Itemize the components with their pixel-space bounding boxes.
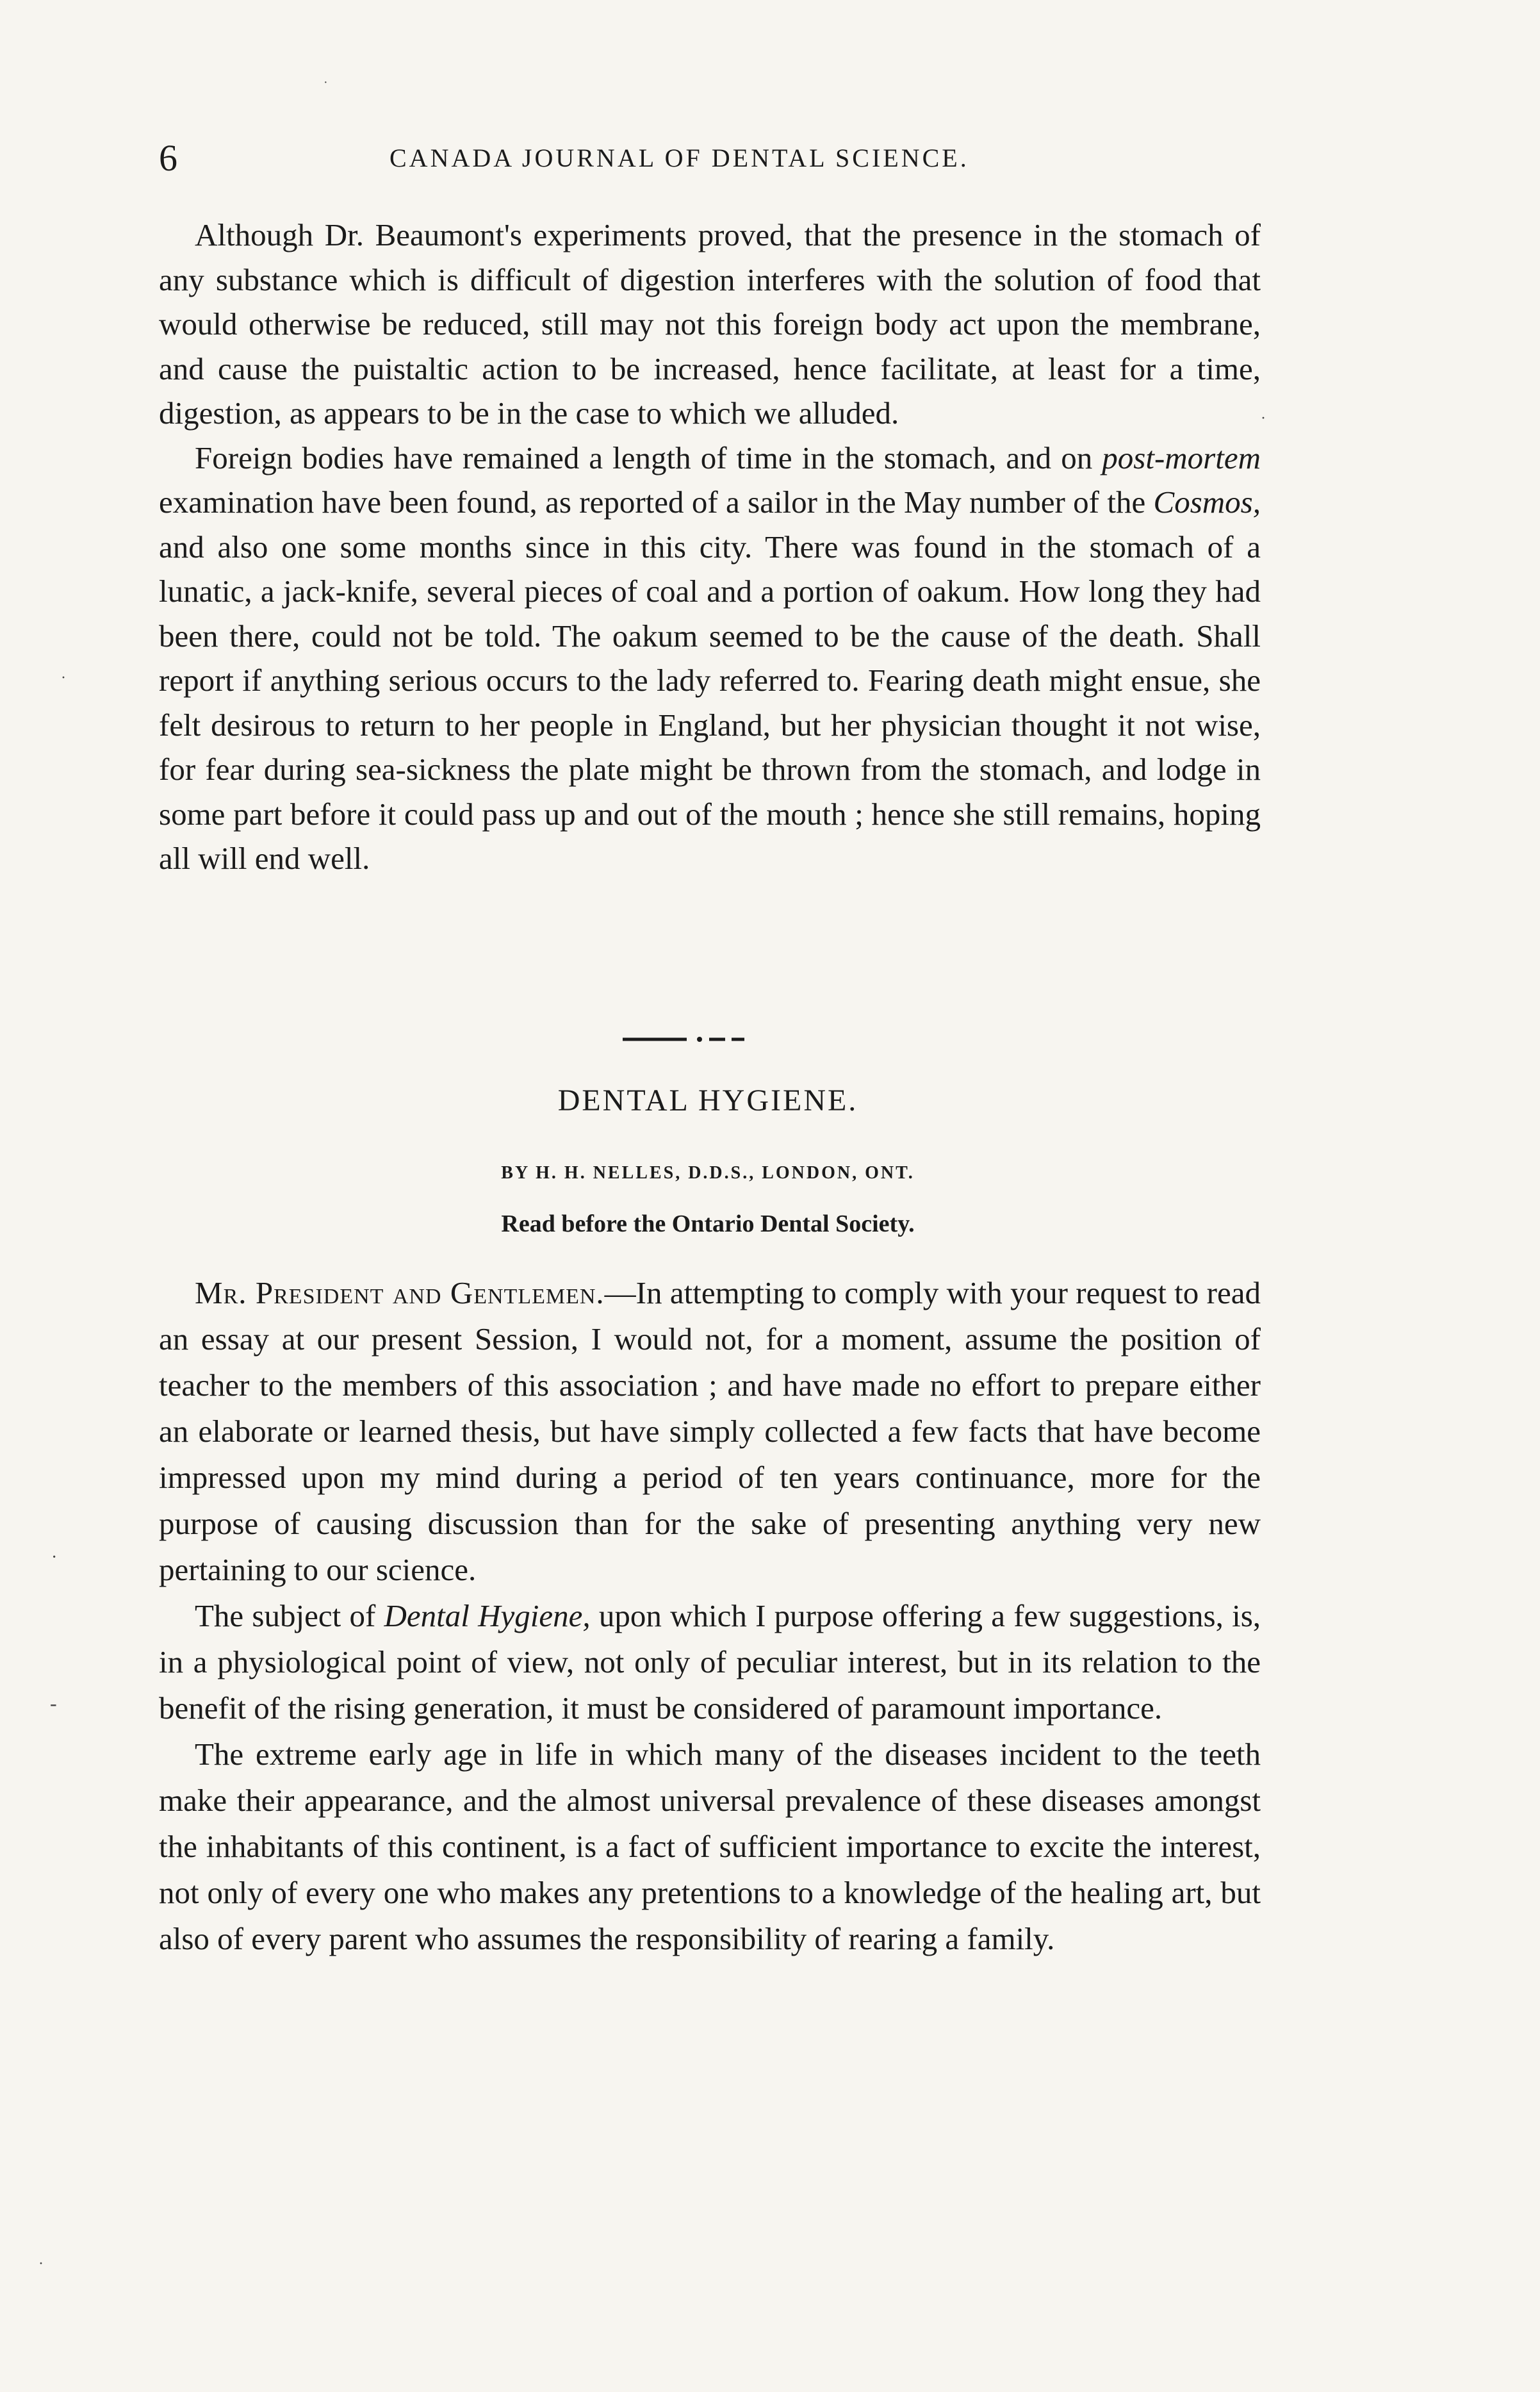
previous-article-text	[159, 213, 1261, 881]
margin-speck: ·	[38, 2256, 44, 2272]
margin-speck: ·	[1261, 410, 1266, 427]
paragraph-foreign-bodies	[159, 436, 1261, 881]
paragraph-beaumont: Although Dr. Beaumont's experiments proved, that the presence in the stomach of any substance which is difficult of digestion interferes with the solution of food that would otherwise be reduced, still may not this foreign body act upon the membrane, and cause the puistaltic action to be increased, hence facilitate, at least for a time, digestion, as appears to be in the case to which we alluded.	[159, 217, 1261, 431]
article-title: DENTAL HYGIENE.	[557, 1084, 858, 1118]
page-number: 6	[159, 137, 177, 179]
section-divider-ornament	[623, 1033, 744, 1046]
paragraph-early-age: The extreme early age in life in which many of the diseases incident to the teeth make their appearance, and the almost universal prevalence of these diseases amongst the inhabitants of this continent, is a fact of sufficient importance to excite the interest, not only of every one who makes any pretentions to a knowledge of the healing art, but also of every parent who assumes the responsibility of rearing a family.	[159, 1736, 1261, 1956]
paragraph-subject	[159, 1593, 1261, 1731]
article-byline: BY H. H. NELLES, D.D.S., LONDON, ONT.	[501, 1163, 915, 1183]
italic-post-mortem: post-mortem	[1102, 440, 1261, 475]
paragraph-salutation	[159, 1270, 1261, 1593]
margin-speck: ·	[51, 1547, 58, 1567]
italic-cosmos: Cosmos,	[1153, 484, 1261, 520]
margin-speck: -	[50, 1692, 57, 1715]
margin-speck: ·	[61, 670, 66, 686]
text-run: The subject of	[195, 1598, 376, 1633]
italic-dental-hygiene: Dental Hygiene,	[384, 1598, 591, 1633]
page-header	[159, 136, 1267, 181]
article-note: Read before the Ontario Dental Society.	[501, 1210, 915, 1237]
running-head: CANADA JOURNAL OF DENTAL SCIENCE.	[389, 144, 969, 172]
text-run: upon which I purpose offering a few suggestions, is, in a physiological point of view, not only of peculiar interest, but in its relation to the benefit of the rising generation, it must be considered of paramount importance.	[159, 1598, 1261, 1726]
article-body	[159, 1270, 1261, 1962]
text-run: and also one some months since in this city. There was found in the stomach of a lunatic, a jack-knife, several pieces of coal and a portion of oakum. How long they had been there, could not be told. The oakum seemed to be the cause of the death. Shall report if anything serious occurs to the lady referred to. Fearing death might ensue, she felt desirous to return to her people in England, but her physician thought it not wise, for fear during sea-sickness the plate might be thrown from the stomach, and lodge in some part before it could pass up and out of the mouth ; hence she still remains, hoping all will end well.	[159, 529, 1261, 876]
text-run: Foreign bodies have remained a length of time in the stomach, and on	[195, 440, 1093, 475]
text-run: —In attempting to comply with your request to read an essay at our present Session, I would not, for a moment, assume the position of teacher to the members of this association ; and have made no effort to prepare either an elaborate or learned thesis, but have simply collected a few facts that have become impressed upon my mind during a period of ten years continuance, more for the purpose of causing discussion than for the sake of presenting anything very new pertaining to our science.	[159, 1275, 1261, 1587]
salutation: Mr. President and Gentlemen.	[195, 1275, 605, 1310]
text-run: examination have been found, as reported of a sailor in the May number of the	[159, 484, 1146, 520]
margin-speck: ·	[324, 76, 328, 90]
